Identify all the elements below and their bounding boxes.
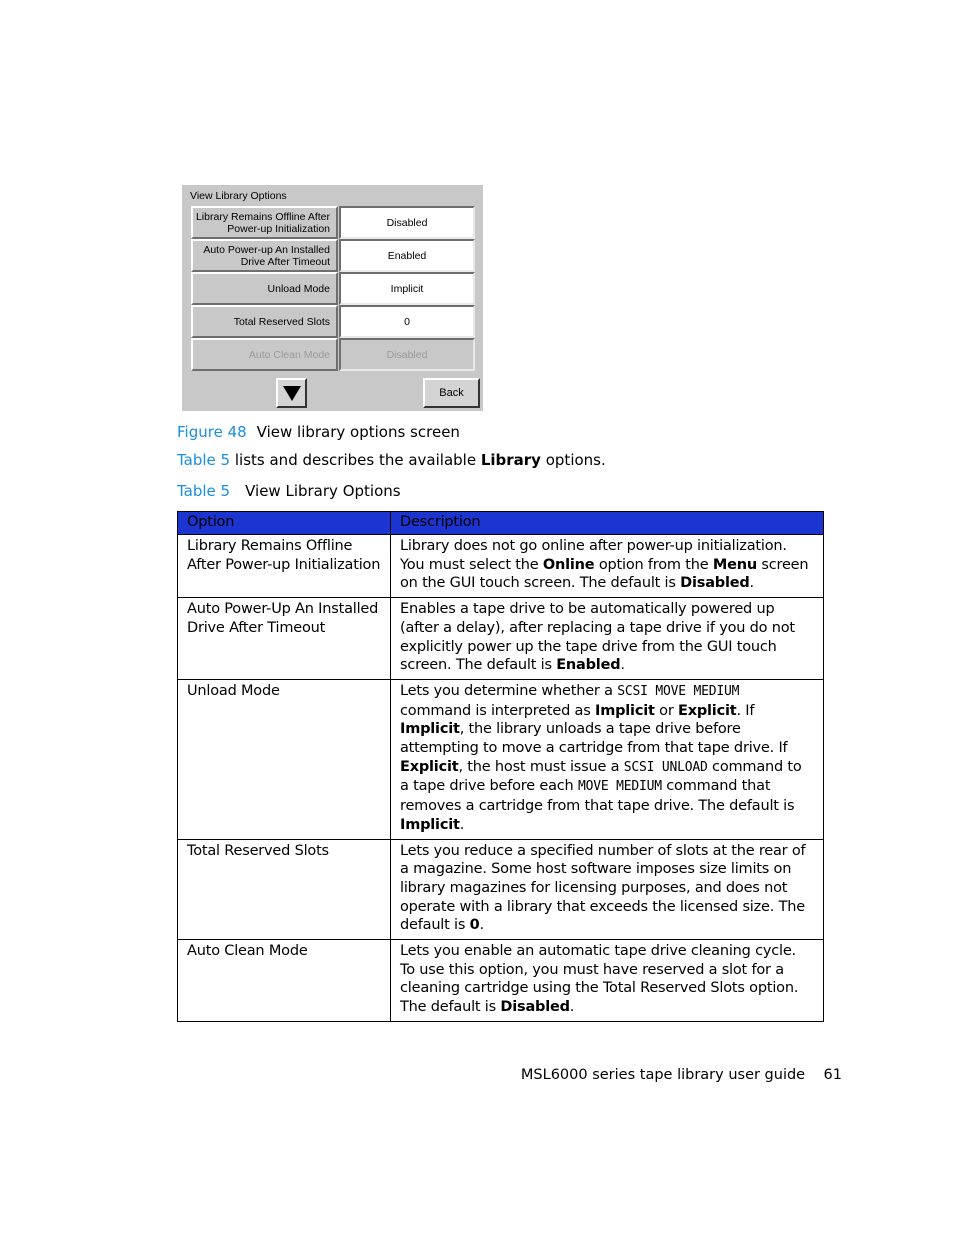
option-description: [391, 940, 824, 1022]
header-description: Description: [391, 512, 824, 535]
gui-row-value[interactable]: Disabled: [339, 206, 475, 239]
library-options-table: [177, 511, 824, 1022]
emphasis-text: Enabled: [556, 657, 621, 674]
back-button[interactable]: Back: [423, 378, 480, 408]
gui-row-label: Library Remains Offline After Power-up Initialization: [191, 206, 338, 239]
option-description: [391, 679, 824, 839]
description-text: Lets you reduce a specified number of slots at the rear of a magazine. Some host software imposes size limits on library magazines for licensing purposes, and does not operate with a library that exceeds the licensed size. The default is: [400, 842, 806, 934]
gui-row-value[interactable]: Enabled: [339, 239, 475, 272]
gui-row-value[interactable]: 0: [339, 305, 475, 338]
gui-title: View Library Options: [190, 190, 287, 202]
figure-caption-text: View library options screen: [256, 423, 460, 441]
emphasis-text: Explicit: [400, 758, 459, 775]
description-text: or: [654, 702, 678, 719]
emphasis-text: 0: [469, 917, 480, 934]
intro-text: lists and describes the available: [230, 451, 481, 469]
header-option: Option: [178, 512, 391, 535]
arrow-down-icon: [282, 384, 302, 402]
gui-row-label: Auto Power-up An Installed Drive After Timeout: [191, 239, 338, 272]
description-text: Enables a tape drive to be automatically powered up (after a delay), after replacing a tape drive if you do not explicitly power up the tape drive from the GUI touch screen. The default is: [400, 601, 795, 674]
code-text: SCSI MOVE MEDIUM: [617, 683, 740, 699]
description-text: .: [459, 816, 465, 833]
table-row: [178, 940, 824, 1022]
intro-paragraph: [177, 451, 606, 469]
gui-row-value[interactable]: Implicit: [339, 272, 475, 305]
table-link[interactable]: Table 5: [177, 451, 231, 469]
option-name: Unload Mode: [178, 679, 391, 839]
emphasis-text: Disabled: [500, 999, 570, 1016]
description-text: .: [569, 999, 575, 1016]
gui-row-label: Unload Mode: [191, 272, 338, 305]
page-footer: [521, 1067, 842, 1083]
scroll-down-button[interactable]: [276, 378, 307, 408]
table-row: [178, 535, 824, 598]
figure-ref[interactable]: Figure 48: [177, 423, 247, 441]
description-text: Lets you enable an automatic tape drive cleaning cycle. To use this option, you must have reserved a slot for a cleaning cartridge using the Total Reserved Slots option. The default is: [400, 943, 799, 1016]
table-caption: [177, 482, 401, 500]
description-text: command to a tape drive before each: [400, 758, 802, 795]
table-row: [178, 598, 824, 680]
gui-row-total-reserved-slots: [191, 305, 475, 338]
gui-row-offline-after-powerup: [191, 206, 475, 239]
gui-row-auto-powerup: [191, 239, 475, 272]
page-number: 61: [823, 1067, 842, 1083]
code-text: MOVE MEDIUM: [577, 779, 662, 795]
emphasis-text: Menu: [712, 556, 757, 573]
description-text: .: [479, 917, 484, 934]
gui-row-auto-clean-mode: [191, 338, 475, 371]
option-description: [391, 598, 824, 680]
emphasis-text: Online: [542, 556, 595, 573]
description-text: screen on the GUI touch screen. The default is: [400, 556, 809, 592]
option-name: Total Reserved Slots: [178, 839, 391, 940]
description-text: Lets you determine whether a: [400, 682, 618, 699]
description-text: , the library unloads a tape drive before attempting to move a cartridge from that tape drive. If: [400, 721, 788, 757]
guide-title: MSL6000 series tape library user guide: [520, 1067, 806, 1083]
gui-row-label: Total Reserved Slots: [191, 305, 338, 338]
code-text: SCSI UNLOAD: [623, 759, 708, 775]
table-row: [178, 679, 824, 839]
description-text: Library does not go online after power-up initialization. You must select the: [400, 538, 787, 573]
description-text: .: [620, 657, 625, 674]
intro-bold: Library: [480, 451, 541, 469]
description-text: command that removes a cartridge from that tape drive. The default is: [400, 778, 795, 815]
figure-caption: [177, 423, 460, 441]
option-name: Library Remains Offline After Power-up Initialization: [178, 535, 391, 598]
description-text: , the host must issue a: [458, 758, 624, 775]
gui-row-unload-mode: [191, 272, 475, 305]
table-header-row: [178, 512, 824, 535]
description-text: . If: [736, 702, 755, 719]
gui-row-value: Disabled: [339, 338, 475, 371]
description-text: command is interpreted as: [400, 702, 595, 719]
emphasis-text: Explicit: [678, 702, 737, 719]
emphasis-text: Implicit: [400, 721, 460, 738]
option-description: [391, 535, 824, 598]
emphasis-text: Implicit: [400, 816, 460, 833]
table-title: View Library Options: [245, 482, 401, 500]
table-row: [178, 839, 824, 940]
description-text: option from the: [594, 556, 713, 573]
emphasis-text: Implicit: [595, 702, 655, 719]
option-description: [391, 839, 824, 940]
gui-row-label: Auto Clean Mode: [191, 338, 338, 371]
option-name: Auto Clean Mode: [178, 940, 391, 1022]
table-ref: Table 5: [177, 482, 231, 500]
description-text: .: [749, 575, 754, 592]
view-library-options-screen: [182, 185, 483, 411]
option-name: Auto Power-Up An Installed Drive After Timeout: [178, 598, 391, 680]
intro-text-end: options.: [540, 451, 606, 469]
emphasis-text: Disabled: [680, 575, 750, 592]
